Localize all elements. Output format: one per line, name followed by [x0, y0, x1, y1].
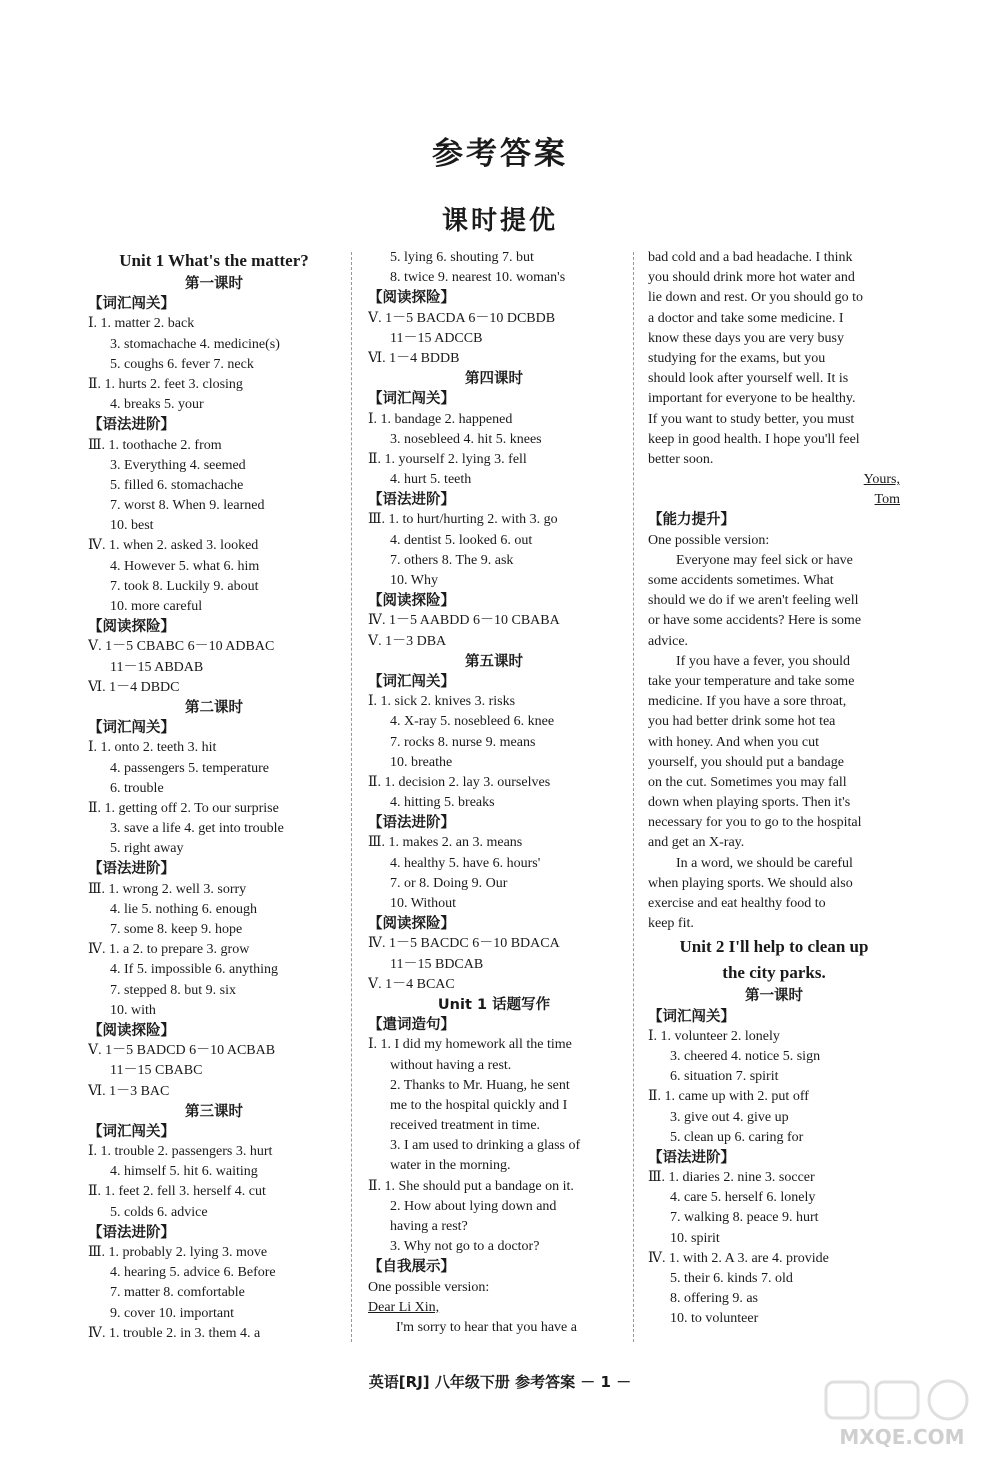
answer-line: keep fit. — [648, 916, 694, 932]
answer-line: 4. dentist 5. looked 6. out — [390, 532, 533, 548]
answer-line: when playing sports. We should also — [648, 875, 853, 891]
answer-line: Ⅱ. 1. decision 2. lay 3. ourselves — [368, 774, 551, 790]
section-heading: 【语法进阶】 — [648, 1149, 735, 1166]
svg-text:MXQE.COM: MXQE.COM — [839, 1425, 965, 1449]
answer-line: and get an X-ray. — [648, 835, 745, 851]
answer-line: should look after yourself well. It is — [648, 371, 849, 387]
answer-line: lie down and rest. Or you should go to — [648, 290, 864, 306]
answer-line: 2. Thanks to Mr. Huang, he sent — [390, 1077, 570, 1093]
answer-line: Ⅴ. 1－3 DBA — [368, 633, 447, 649]
answer-line: 8. offering 9. as — [670, 1291, 758, 1307]
answer-line: 4. healthy 5. have 6. hours' — [390, 855, 541, 871]
answer-line: Ⅲ. 1. to hurt/hurting 2. with 3. go — [368, 512, 558, 528]
answer-line: exercise and eat healthy food to — [648, 896, 826, 911]
answer-line: 7. worst 8. When 9. learned — [110, 498, 265, 514]
answer-line: 8. twice 9. nearest 10. woman's — [390, 270, 566, 286]
answer-line: received treatment in time. — [390, 1118, 541, 1134]
answer-line: 4. However 5. what 6. him — [110, 558, 260, 574]
answer-line: or have some accidents? Here is some — [648, 613, 862, 629]
answer-line: Ⅲ. 1. toothache 2. from — [88, 437, 222, 453]
answer-column-1 — [88, 248, 340, 1344]
answer-line: If you want to study better, you must — [648, 411, 855, 427]
answer-line: you had better drink some hot tea — [648, 714, 836, 730]
answer-line: 10. Without — [390, 896, 457, 911]
answer-line: 7. or 8. Doing 9. Our — [390, 875, 508, 891]
section-heading: 【语法进阶】 — [368, 815, 455, 832]
answer-line: 7. others 8. The 9. ask — [390, 552, 514, 568]
answer-line: 7. rocks 8. nurse 9. means — [390, 734, 536, 750]
answer-line: 7. some 8. keep 9. hope — [110, 922, 243, 937]
answer-line: 5. their 6. kinds 7. old — [670, 1271, 793, 1286]
answer-column-2 — [368, 248, 620, 1338]
answer-line: 4. lie 5. nothing 6. enough — [110, 901, 257, 917]
lesson-heading: 第一课时 — [745, 988, 803, 1005]
answer-line: 7. walking 8. peace 9. hurt — [670, 1210, 819, 1226]
answer-line: Ⅳ. 1－5 AABDD 6－10 CBABA — [368, 613, 560, 629]
answer-line: Ⅳ. 1. a 2. to prepare 3. grow — [88, 942, 250, 958]
section-heading: 【遣词造句】 — [368, 1017, 455, 1034]
section-heading: 【语法进阶】 — [88, 417, 175, 434]
answer-line: Ⅱ. 1. getting off 2. To our surprise — [88, 800, 279, 816]
answer-line: Everyone may feel sick or have — [676, 552, 853, 568]
answer-line: 5. clean up 6. caring for — [670, 1129, 804, 1145]
answer-line: 10. Why — [390, 573, 438, 588]
answer-line: Ⅴ. 1－5 BADCD 6－10 ACBAB — [88, 1043, 276, 1059]
column-divider — [633, 252, 634, 1342]
section-heading: 【阅读探险】 — [88, 1022, 175, 1039]
answer-line: on the cut. Sometimes you may fall — [648, 774, 847, 790]
answer-line: know these days you are very busy — [648, 330, 844, 346]
answer-line: Ⅵ. 1－4 DBDC — [88, 679, 180, 695]
answer-line: keep in good health. I hope you'll feel — [648, 431, 860, 447]
answer-line: 3. Everything 4. seemed — [110, 457, 246, 473]
answer-line: 3. give out 4. give up — [670, 1109, 789, 1125]
answer-line: 2. How about lying down and — [390, 1198, 557, 1214]
answer-line: 5. right away — [110, 841, 184, 857]
answer-line: 5. filled 6. stomachache — [110, 477, 244, 493]
answer-line: better soon. — [648, 451, 714, 467]
answer-line: 3. save a life 4. get into trouble — [110, 821, 284, 837]
answer-line: 9. cover 10. important — [110, 1305, 235, 1321]
answer-line: Ⅱ. 1. hurts 2. feet 3. closing — [88, 376, 243, 392]
lesson-heading: Unit 1 What's the matter? — [119, 251, 309, 270]
page-title: 参考答案 — [432, 136, 568, 172]
section-heading: 【词汇闯关】 — [88, 1123, 175, 1140]
answer-line: 4. himself 5. hit 6. waiting — [110, 1164, 258, 1180]
answer-line: 10. to volunteer — [670, 1311, 759, 1327]
answer-line: down when playing sports. Then it's — [648, 795, 851, 811]
answer-line: Ⅰ. 1. matter 2. back — [88, 316, 195, 332]
answer-line: 3. Why not go to a doctor? — [390, 1239, 540, 1255]
answer-line: 4. passengers 5. temperature — [110, 760, 269, 776]
answer-line: important for everyone to be healthy. — [648, 391, 856, 407]
section-heading: 【语法进阶】 — [368, 492, 455, 509]
answer-line: 4. If 5. impossible 6. anything — [110, 962, 278, 978]
answer-line: 11－15 ABDAB — [110, 659, 204, 675]
answer-line: 6. situation 7. spirit — [670, 1069, 779, 1085]
answer-line: In a word, we should be careful — [676, 855, 853, 871]
answer-line: 5. colds 6. advice — [110, 1204, 208, 1220]
answer-line: 10. best — [110, 518, 154, 534]
answer-line: 5. lying 6. shouting 7. but — [390, 250, 534, 265]
answer-line: Ⅵ. 1－3 BAC — [88, 1083, 170, 1099]
lesson-heading: the city parks. — [722, 963, 826, 983]
answer-line: 11－15 BDCAB — [390, 956, 484, 972]
answer-line: Ⅱ. 1. feet 2. fell 3. herself 4. cut — [88, 1184, 266, 1200]
answer-line: 7. matter 8. comfortable — [110, 1285, 245, 1301]
answer-line: Ⅳ. 1. with 2. A 3. are 4. provide — [648, 1250, 829, 1266]
lesson-heading: 第五课时 — [465, 653, 523, 670]
answer-column-3 — [648, 248, 900, 1330]
answer-line: Ⅰ. 1. I did my homework all the time — [368, 1037, 572, 1053]
answer-line: with honey. And when you cut — [648, 734, 819, 750]
answer-line: without having a rest. — [390, 1057, 512, 1073]
section-heading: 【能力提升】 — [648, 512, 735, 529]
lesson-heading: Unit 1 话题写作 — [437, 996, 551, 1013]
answer-line: 6. trouble — [110, 780, 164, 796]
lesson-heading: Unit 2 I'll help to clean up — [679, 937, 869, 957]
answer-line: 11－15 CBABC — [110, 1063, 203, 1079]
section-heading: 【阅读探险】 — [88, 619, 175, 636]
answer-line: Ⅳ. 1－5 BACDC 6－10 BDACA — [368, 936, 560, 952]
answer-line: 10. more careful — [110, 599, 203, 614]
answer-line: having a rest? — [390, 1219, 468, 1234]
answer-line: 3. nosebleed 4. hit 5. knees — [390, 431, 542, 447]
section-heading: 【自我展示】 — [368, 1259, 455, 1276]
answer-line: 7. took 8. Luckily 9. about — [110, 578, 259, 594]
answer-line: 4. breaks 5. your — [110, 397, 204, 413]
answer-line: Ⅵ. 1－4 BDDB — [368, 350, 460, 366]
answer-line: necessary for you to go to the hospital — [648, 815, 862, 831]
answer-line: Dear Li Xin, — [368, 1299, 440, 1315]
answer-line: Ⅲ. 1. diaries 2. nine 3. soccer — [648, 1170, 815, 1186]
answer-line: 3. I am used to drinking a glass of — [390, 1138, 581, 1154]
answer-line: Ⅰ. 1. bandage 2. happened — [368, 411, 513, 427]
answer-line: Ⅴ. 1－4 BCAC — [368, 976, 455, 992]
answer-line: Ⅰ. 1. onto 2. teeth 3. hit — [88, 740, 217, 756]
answer-line: a doctor and take some medicine. I — [648, 310, 844, 326]
section-heading: 【阅读探险】 — [368, 290, 455, 307]
answer-line: 10. breathe — [390, 754, 453, 770]
answer-line: Ⅴ. 1－5 CBABC 6－10 ADBAC — [88, 639, 275, 655]
answer-line: Tom — [874, 492, 900, 508]
section-heading: 【词汇闯关】 — [368, 673, 455, 690]
answer-line: Ⅱ. 1. She should put a bandage on it. — [368, 1178, 574, 1194]
answer-line: studying for the exams, but you — [648, 350, 826, 366]
answer-line: 7. stepped 8. but 9. six — [110, 982, 236, 998]
lesson-heading: 第三课时 — [185, 1103, 243, 1120]
answer-line: 10. spirit — [670, 1230, 720, 1246]
answer-line: 10. with — [110, 1002, 156, 1018]
answer-line: One possible version: — [368, 1279, 490, 1295]
section-heading: 【词汇闯关】 — [648, 1008, 735, 1025]
answer-line: Ⅰ. 1. volunteer 2. lonely — [648, 1028, 780, 1044]
answer-line: 11－15 ADCCB — [390, 330, 483, 346]
section-heading: 【词汇闯关】 — [88, 296, 175, 313]
answer-line: should we do if we aren't feeling well — [648, 593, 859, 609]
answer-line: you should drink more hot water and — [648, 270, 855, 286]
answer-line: Ⅱ. 1. yourself 2. lying 3. fell — [368, 451, 527, 467]
section-heading: 【词汇闯关】 — [368, 391, 455, 408]
answer-line: me to the hospital quickly and I — [390, 1097, 568, 1113]
answer-line: some accidents sometimes. What — [648, 573, 834, 588]
answer-line: Ⅰ. 1. sick 2. knives 3. risks — [368, 694, 516, 710]
answer-line: 4. hitting 5. breaks — [390, 795, 495, 811]
section-heading: 【阅读探险】 — [368, 916, 455, 933]
page-footer: 英语[RJ] 八年级下册 参考答案 － 1 － — [368, 1373, 632, 1391]
answer-line: Yours, — [863, 472, 900, 488]
answer-line: Ⅲ. 1. wrong 2. well 3. sorry — [88, 881, 247, 897]
answer-line: If you have a fever, you should — [676, 653, 850, 669]
answer-line: take your temperature and take some — [648, 673, 855, 689]
lesson-heading: 第一课时 — [185, 276, 243, 292]
answer-line: advice. — [648, 633, 689, 649]
answer-line: Ⅲ. 1. probably 2. lying 3. move — [88, 1245, 268, 1260]
watermark-logo — [820, 1378, 985, 1450]
answer-line: bad cold and a bad headache. I think — [648, 250, 853, 265]
section-heading: 【词汇闯关】 — [88, 720, 175, 737]
answer-line: water in the morning. — [390, 1158, 511, 1174]
answer-line: 4. hurt 5. teeth — [390, 472, 472, 488]
answer-line: 3. cheered 4. notice 5. sign — [670, 1048, 821, 1064]
answer-line: 5. coughs 6. fever 7. neck — [110, 356, 254, 372]
section-title: 课时提优 — [441, 206, 558, 236]
answer-line: yourself, you should put a bandage — [648, 754, 844, 770]
answer-line: Ⅳ. 1. when 2. asked 3. looked — [88, 538, 259, 554]
answer-line: 4. X-ray 5. nosebleed 6. knee — [390, 714, 555, 730]
lesson-heading: 第二课时 — [185, 699, 243, 716]
answer-line: Ⅰ. 1. trouble 2. passengers 3. hurt — [88, 1144, 273, 1160]
section-heading: 【语法进阶】 — [88, 1224, 175, 1241]
column-divider — [351, 252, 352, 1342]
answer-line: I'm sorry to hear that you have a — [396, 1319, 577, 1335]
answer-line: Ⅱ. 1. came up with 2. put off — [648, 1089, 809, 1105]
answer-line: Ⅳ. 1. trouble 2. in 3. them 4. a — [88, 1325, 261, 1341]
answer-line: 4. hearing 5. advice 6. Before — [110, 1265, 276, 1281]
section-heading: 【阅读探险】 — [368, 593, 455, 610]
answer-line: 4. care 5. herself 6. lonely — [670, 1190, 816, 1206]
section-heading: 【语法进阶】 — [88, 861, 175, 878]
answer-line: One possible version: — [648, 532, 770, 548]
lesson-heading: 第四课时 — [465, 371, 523, 388]
answer-line: 3. stomachache 4. medicine(s) — [110, 336, 280, 352]
answer-line: Ⅲ. 1. makes 2. an 3. means — [368, 835, 523, 851]
answer-line: medicine. If you have a sore throat, — [648, 694, 847, 710]
answer-line: Ⅴ. 1－5 BACDA 6－10 DCBDB — [368, 310, 556, 326]
